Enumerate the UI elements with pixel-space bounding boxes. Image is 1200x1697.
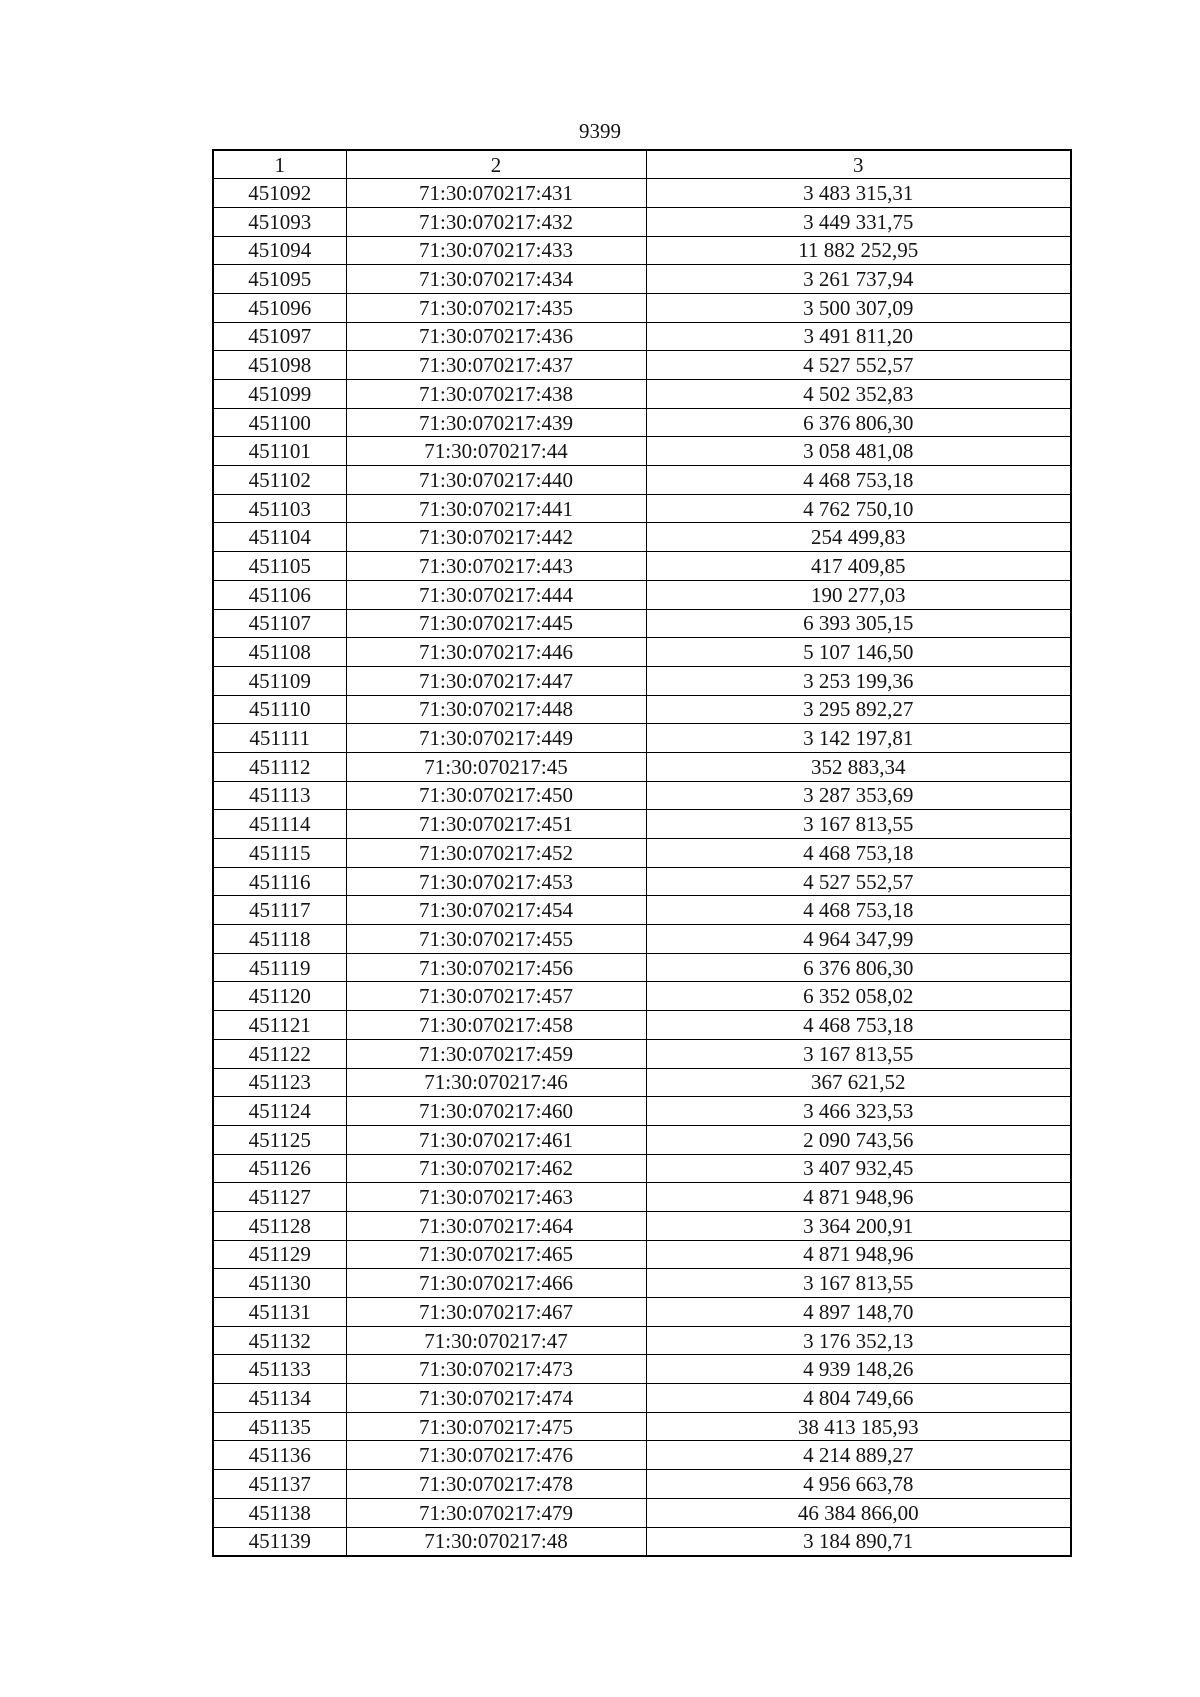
table-row	[213, 1011, 1071, 1040]
cell-col2: 71:30:070217:46	[346, 1068, 646, 1097]
cell-col2: 71:30:070217:45	[346, 752, 646, 781]
cell-col3: 352 883,34	[646, 752, 1071, 781]
table-row	[213, 810, 1071, 839]
cell-col3: 4 468 753,18	[646, 466, 1071, 495]
cell-col2: 71:30:070217:442	[346, 523, 646, 552]
cell-col1: 451102	[213, 466, 346, 495]
cell-col1: 451139	[213, 1527, 346, 1556]
cell-col2: 71:30:070217:444	[346, 580, 646, 609]
cell-col2: 71:30:070217:460	[346, 1097, 646, 1126]
table-row	[213, 752, 1071, 781]
cell-col3: 2 090 743,56	[646, 1125, 1071, 1154]
cell-col3: 3 142 197,81	[646, 724, 1071, 753]
table-body	[213, 179, 1071, 1556]
cell-col1: 451132	[213, 1326, 346, 1355]
cell-col2: 71:30:070217:435	[346, 293, 646, 322]
cell-col1: 451104	[213, 523, 346, 552]
cell-col2: 71:30:070217:449	[346, 724, 646, 753]
cell-col2: 71:30:070217:465	[346, 1240, 646, 1269]
cell-col2: 71:30:070217:47	[346, 1326, 646, 1355]
cell-col3: 5 107 146,50	[646, 638, 1071, 667]
cell-col1: 451129	[213, 1240, 346, 1269]
cell-col3: 11 882 252,95	[646, 236, 1071, 265]
table-header	[213, 150, 1071, 179]
cell-col1: 451134	[213, 1384, 346, 1413]
cell-col1: 451092	[213, 179, 346, 208]
page-number: 9399	[579, 119, 621, 143]
table-row	[213, 1441, 1071, 1470]
cell-col1: 451122	[213, 1039, 346, 1068]
cell-col1: 451120	[213, 982, 346, 1011]
cell-col2: 71:30:070217:450	[346, 781, 646, 810]
cell-col1: 451128	[213, 1211, 346, 1240]
cell-col1: 451123	[213, 1068, 346, 1097]
cell-col3: 4 468 753,18	[646, 1011, 1071, 1040]
cell-col2: 71:30:070217:467	[346, 1298, 646, 1327]
cell-col1: 451114	[213, 810, 346, 839]
cell-col3: 3 295 892,27	[646, 695, 1071, 724]
cell-col1: 451097	[213, 322, 346, 351]
cell-col3: 4 468 753,18	[646, 896, 1071, 925]
cell-col1: 451099	[213, 380, 346, 409]
cell-col2: 71:30:070217:48	[346, 1527, 646, 1556]
table-row	[213, 1326, 1071, 1355]
cell-col1: 451119	[213, 953, 346, 982]
cell-col3: 3 167 813,55	[646, 810, 1071, 839]
cell-col2: 71:30:070217:433	[346, 236, 646, 265]
cell-col2: 71:30:070217:443	[346, 552, 646, 581]
cell-col1: 451109	[213, 666, 346, 695]
cell-col3: 3 500 307,09	[646, 293, 1071, 322]
cell-col3: 6 352 058,02	[646, 982, 1071, 1011]
table-row	[213, 1355, 1071, 1384]
cell-col3: 4 502 352,83	[646, 380, 1071, 409]
cell-col2: 71:30:070217:44	[346, 437, 646, 466]
table-row	[213, 466, 1071, 495]
table-row	[213, 896, 1071, 925]
cell-col2: 71:30:070217:432	[346, 207, 646, 236]
table-row	[213, 1125, 1071, 1154]
cell-col2: 71:30:070217:447	[346, 666, 646, 695]
header-row	[213, 150, 1071, 179]
cell-col2: 71:30:070217:434	[346, 265, 646, 294]
cell-col2: 71:30:070217:440	[346, 466, 646, 495]
table-row	[213, 609, 1071, 638]
cell-col3: 417 409,85	[646, 552, 1071, 581]
cell-col2: 71:30:070217:448	[346, 695, 646, 724]
cell-col1: 451116	[213, 867, 346, 896]
table-row	[213, 1211, 1071, 1240]
cell-col1: 451112	[213, 752, 346, 781]
cell-col1: 451137	[213, 1470, 346, 1499]
table-row	[213, 724, 1071, 753]
cell-col1: 451124	[213, 1097, 346, 1126]
table-row	[213, 1298, 1071, 1327]
cell-col1: 451098	[213, 351, 346, 380]
cell-col3: 3 167 813,55	[646, 1039, 1071, 1068]
cell-col3: 3 261 737,94	[646, 265, 1071, 294]
table-row	[213, 265, 1071, 294]
cell-col2: 71:30:070217:474	[346, 1384, 646, 1413]
cell-col2: 71:30:070217:436	[346, 322, 646, 351]
table-row	[213, 1269, 1071, 1298]
cell-col2: 71:30:070217:461	[346, 1125, 646, 1154]
cell-col3: 4 871 948,96	[646, 1240, 1071, 1269]
cell-col1: 451130	[213, 1269, 346, 1298]
cell-col2: 71:30:070217:459	[346, 1039, 646, 1068]
cell-col2: 71:30:070217:479	[346, 1498, 646, 1527]
cell-col1: 451118	[213, 925, 346, 954]
table-row	[213, 380, 1071, 409]
cell-col1: 451094	[213, 236, 346, 265]
cell-col3: 3 167 813,55	[646, 1269, 1071, 1298]
table-row	[213, 839, 1071, 868]
table-row	[213, 982, 1071, 1011]
cell-col2: 71:30:070217:455	[346, 925, 646, 954]
cell-col1: 451108	[213, 638, 346, 667]
cell-col1: 451136	[213, 1441, 346, 1470]
cell-col3: 3 364 200,91	[646, 1211, 1071, 1240]
cell-col3: 3 176 352,13	[646, 1326, 1071, 1355]
cell-col2: 71:30:070217:439	[346, 408, 646, 437]
header-cell-col2: 2	[346, 150, 646, 179]
table-row	[213, 523, 1071, 552]
table-row	[213, 1068, 1071, 1097]
table-row	[213, 179, 1071, 208]
table-row	[213, 695, 1071, 724]
cell-col1: 451105	[213, 552, 346, 581]
header-cell-col1: 1	[213, 150, 346, 179]
cell-col2: 71:30:070217:458	[346, 1011, 646, 1040]
cell-col2: 71:30:070217:462	[346, 1154, 646, 1183]
cell-col1: 451101	[213, 437, 346, 466]
cell-col3: 4 956 663,78	[646, 1470, 1071, 1499]
cell-col1: 451127	[213, 1183, 346, 1212]
cell-col2: 71:30:070217:446	[346, 638, 646, 667]
table-row	[213, 1240, 1071, 1269]
cell-col3: 4 871 948,96	[646, 1183, 1071, 1212]
cell-col3: 3 253 199,36	[646, 666, 1071, 695]
cell-col3: 190 277,03	[646, 580, 1071, 609]
cell-col3: 3 466 323,53	[646, 1097, 1071, 1126]
table-row	[213, 1384, 1071, 1413]
cell-col2: 71:30:070217:463	[346, 1183, 646, 1212]
header-cell-col3: 3	[646, 150, 1071, 179]
cell-col2: 71:30:070217:466	[346, 1269, 646, 1298]
cell-col1: 451111	[213, 724, 346, 753]
cell-col2: 71:30:070217:456	[346, 953, 646, 982]
cell-col3: 3 058 481,08	[646, 437, 1071, 466]
cell-col2: 71:30:070217:445	[346, 609, 646, 638]
cell-col3: 3 449 331,75	[646, 207, 1071, 236]
cell-col1: 451117	[213, 896, 346, 925]
table-row	[213, 781, 1071, 810]
cell-col2: 71:30:070217:437	[346, 351, 646, 380]
cell-col3: 3 287 353,69	[646, 781, 1071, 810]
cell-col1: 451106	[213, 580, 346, 609]
cell-col3: 4 527 552,57	[646, 867, 1071, 896]
data-table	[212, 149, 1072, 1557]
table-row	[213, 867, 1071, 896]
cell-col2: 71:30:070217:454	[346, 896, 646, 925]
cell-col3: 6 376 806,30	[646, 408, 1071, 437]
cell-col3: 254 499,83	[646, 523, 1071, 552]
cell-col1: 451135	[213, 1412, 346, 1441]
cell-col3: 4 897 148,70	[646, 1298, 1071, 1327]
table-row	[213, 236, 1071, 265]
cell-col1: 451096	[213, 293, 346, 322]
cell-col2: 71:30:070217:441	[346, 494, 646, 523]
table-row	[213, 666, 1071, 695]
cell-col1: 451093	[213, 207, 346, 236]
cell-col1: 451110	[213, 695, 346, 724]
cell-col2: 71:30:070217:475	[346, 1412, 646, 1441]
cell-col1: 451133	[213, 1355, 346, 1384]
cell-col1: 451125	[213, 1125, 346, 1154]
cell-col3: 4 804 749,66	[646, 1384, 1071, 1413]
cell-col2: 71:30:070217:438	[346, 380, 646, 409]
table-row	[213, 925, 1071, 954]
cell-col2: 71:30:070217:476	[346, 1441, 646, 1470]
cell-col1: 451138	[213, 1498, 346, 1527]
table-row	[213, 1154, 1071, 1183]
table-row	[213, 207, 1071, 236]
table-row	[213, 322, 1071, 351]
cell-col3: 6 393 305,15	[646, 609, 1071, 638]
table-row	[213, 437, 1071, 466]
cell-col3: 3 491 811,20	[646, 322, 1071, 351]
table-row	[213, 1498, 1071, 1527]
cell-col3: 46 384 866,00	[646, 1498, 1071, 1527]
table-row	[213, 1527, 1071, 1556]
cell-col2: 71:30:070217:452	[346, 839, 646, 868]
table-row	[213, 1412, 1071, 1441]
table-row	[213, 638, 1071, 667]
cell-col3: 4 214 889,27	[646, 1441, 1071, 1470]
table-row	[213, 1183, 1071, 1212]
table-row	[213, 293, 1071, 322]
cell-col3: 3 407 932,45	[646, 1154, 1071, 1183]
cell-col1: 451126	[213, 1154, 346, 1183]
cell-col1: 451107	[213, 609, 346, 638]
cell-col3: 3 184 890,71	[646, 1527, 1071, 1556]
cell-col2: 71:30:070217:453	[346, 867, 646, 896]
cell-col2: 71:30:070217:478	[346, 1470, 646, 1499]
cell-col3: 4 468 753,18	[646, 839, 1071, 868]
table-row	[213, 552, 1071, 581]
cell-col3: 4 762 750,10	[646, 494, 1071, 523]
cell-col3: 4 964 347,99	[646, 925, 1071, 954]
cell-col1: 451121	[213, 1011, 346, 1040]
cell-col1: 451095	[213, 265, 346, 294]
cell-col2: 71:30:070217:473	[346, 1355, 646, 1384]
cell-col3: 367 621,52	[646, 1068, 1071, 1097]
cell-col1: 451100	[213, 408, 346, 437]
cell-col1: 451131	[213, 1298, 346, 1327]
table-row	[213, 1097, 1071, 1126]
table-row	[213, 1470, 1071, 1499]
cell-col2: 71:30:070217:431	[346, 179, 646, 208]
cell-col3: 6 376 806,30	[646, 953, 1071, 982]
cell-col1: 451113	[213, 781, 346, 810]
cell-col1: 451103	[213, 494, 346, 523]
cell-col2: 71:30:070217:451	[346, 810, 646, 839]
cell-col1: 451115	[213, 839, 346, 868]
cell-col3: 4 939 148,26	[646, 1355, 1071, 1384]
table-row	[213, 351, 1071, 380]
cell-col3: 4 527 552,57	[646, 351, 1071, 380]
table-row	[213, 408, 1071, 437]
table-row	[213, 1039, 1071, 1068]
table-row	[213, 580, 1071, 609]
table-row	[213, 953, 1071, 982]
cell-col2: 71:30:070217:457	[346, 982, 646, 1011]
cell-col2: 71:30:070217:464	[346, 1211, 646, 1240]
cell-col3: 3 483 315,31	[646, 179, 1071, 208]
table-row	[213, 494, 1071, 523]
cell-col3: 38 413 185,93	[646, 1412, 1071, 1441]
